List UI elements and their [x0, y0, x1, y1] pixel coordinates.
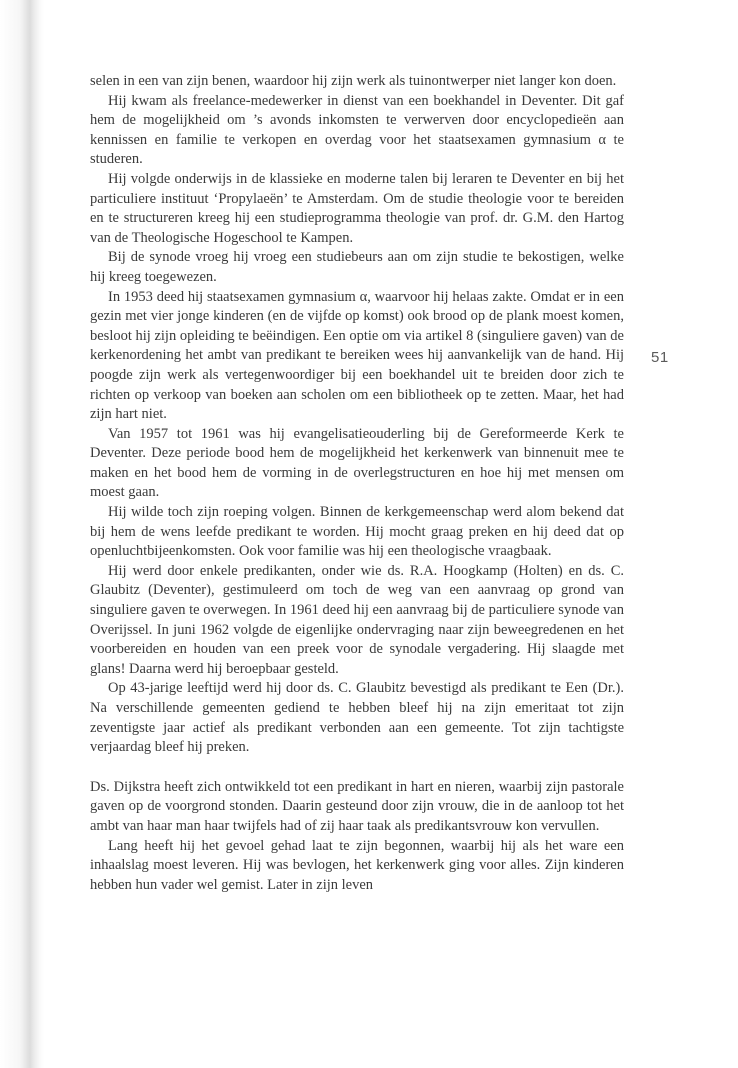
- paragraph-2: Hij kwam als freelance-medewerker in dienst van een boekhandel in Deventer. Dit gaf hem de mogelijkheid om ’s avonds inkomsten te verwerven door encyclopedieën aan kennissen en familie te verkopen en overdag voor het staatsexamen gymnasium α te studeren.: [90, 92, 624, 168]
- body-text: [90, 72, 624, 895]
- paragraph-8: Hij werd door enkele predikanten, onder wie ds. R.A. Hoogkamp (Holten) en ds. C. Glaubitz (Deventer), gestimuleerd om toch de weg van een aanvraag op grond van singuliere gaven te overwegen. In 1961 deed hij een aanvraag bij de particuliere synode van Overijssel. In juni 1962 volgde de eigenlijke ondervraging naar zijn beweegredenen en het voorbereiden en houden van een preek voor de synodale vergadering. Hij slaagde met glans! Daarna werd hij beroepbaar gesteld.: [90, 562, 624, 677]
- paragraph-1: selen in een van zijn benen, waardoor hij zijn werk als tuinontwerper niet langer kon doen.: [90, 73, 617, 89]
- page-number: 51: [651, 349, 669, 366]
- paragraph-4: Bij de synode vroeg hij vroeg een studiebeurs aan om zijn studie te bekostigen, welke hij kreeg toegewezen.: [90, 249, 624, 285]
- scan-binding-shadow: [0, 0, 44, 1068]
- paragraph-3: Hij volgde onderwijs in de klassieke en moderne talen bij leraren te Deventer en bij het particuliere instituut ‘Propylaeën’ te Amsterdam. Om de studie theologie voor te bereiden en te structureren kreeg hij een studieprogramma theologie van prof. dr. G.M. den Hartog van de Theologische Hogeschool te Kampen.: [90, 170, 624, 246]
- paragraph-5: In 1953 deed hij staatsexamen gymnasium α, waarvoor hij helaas zakte. Omdat er in een gezin met vier jonge kinderen (en de vijfde op komst) ook brood op de plank moest komen, besloot hij zijn opleiding te beëindigen. Een optie om via artikel 8 (singuliere gaven) van de kerkenordening het ambt van predikant te bereiken wees hij aanvankelijk van de hand. Hij poogde zijn werk als vertegenwoordiger bij een boekhandel uit te breiden door zich te richten op verkoop van boeken aan scholen om een bibliotheek op te zetten. Maar, het had zijn hart niet.: [90, 288, 624, 423]
- paragraph-9: Op 43-jarige leeftijd werd hij door ds. C. Glaubitz bevestigd als predikant te Een (Dr.). Na verschillende gemeenten gediend te hebben bleef hij na zijn emeritaat tot zijn zeventigste jaar actief als predikant verbonden aan een gemeente. Tot zijn tachtigste verjaardag bleef hij preken.: [90, 680, 624, 756]
- paragraph-10: Ds. Dijkstra heeft zich ontwikkeld tot een predikant in hart en nieren, waarbij zijn pastorale gaven op de voorgrond stonden. Daarin gesteund door zijn vrouw, die in de aanloop tot het ambt van haar man haar twijfels had of zij haar taak als predikantsvrouw kon vervullen.: [90, 778, 624, 834]
- paragraph-6: Van 1957 tot 1961 was hij evangelisatieouderling bij de Gereformeerde Kerk te Deventer. Deze periode bood hem de mogelijkheid het kerkenwerk van binnenuit mee te maken en het bood hem de vorming in de overlegstructuren en hoe hij met mensen om moest gaan.: [90, 425, 624, 501]
- paragraph-7: Hij wilde toch zijn roeping volgen. Binnen de kerkgemeenschap werd alom bekend dat bij hem de wens leefde predikant te worden. Hij mocht graag preken en hij deed dat op openluchtbijeenkomsten. Ook voor familie was hij een theologische vraagbaak.: [90, 504, 624, 560]
- paragraph-11: Lang heeft hij het gevoel gehad laat te zijn begonnen, waarbij hij als het ware een inhaalslag moest leveren. Hij was bevlogen, het kerkenwerk ging voor alles. Zijn kinderen hebben hun vader wel gemist. Later in zijn leven: [90, 837, 624, 893]
